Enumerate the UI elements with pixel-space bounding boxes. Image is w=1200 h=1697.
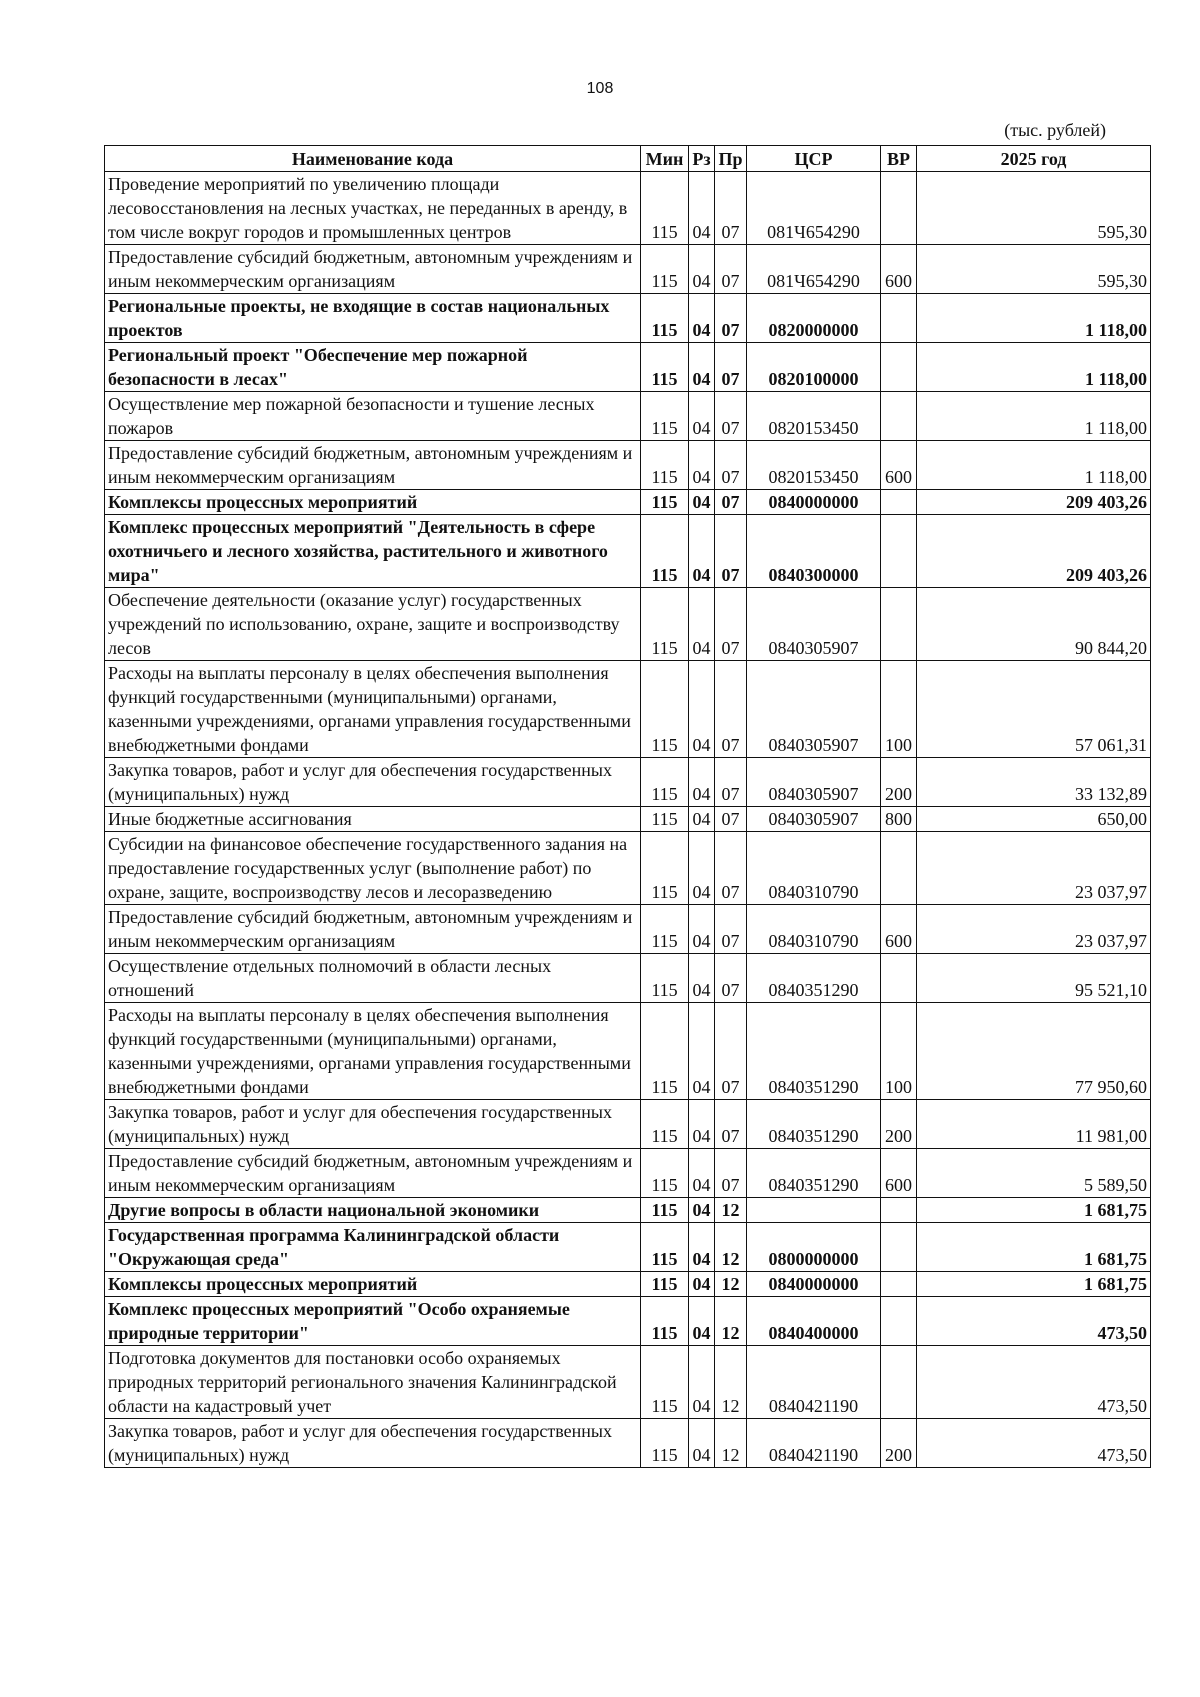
cell-rz: 04 <box>689 832 715 905</box>
cell-pr: 12 <box>715 1272 747 1297</box>
header-rz: Рз <box>689 146 715 172</box>
table-row <box>105 1346 1151 1419</box>
header-min: Мин <box>641 146 689 172</box>
cell-csr: 0800000000 <box>747 1223 881 1272</box>
cell-name: Обеспечение деятельности (оказание услуг) государственных учреждений по использованию, охране, защите и воспроизводству лесов <box>105 588 641 661</box>
cell-amount: 1 681,75 <box>917 1198 1151 1223</box>
cell-pr: 12 <box>715 1297 747 1346</box>
cell-min: 115 <box>641 392 689 441</box>
cell-rz: 04 <box>689 294 715 343</box>
cell-name: Предоставление субсидий бюджетным, автономным учреждениям и иным некоммерческим организациям <box>105 245 641 294</box>
cell-min: 115 <box>641 588 689 661</box>
cell-vr: 600 <box>881 905 917 954</box>
cell-name: Подготовка документов для постановки особо охраняемых природных территорий регионального значения Калининградской области на кадастровый учет <box>105 1346 641 1419</box>
cell-amount: 11 981,00 <box>917 1100 1151 1149</box>
cell-amount: 209 403,26 <box>917 490 1151 515</box>
table-row <box>105 1223 1151 1272</box>
cell-name: Региональный проект "Обеспечение мер пожарной безопасности в лесах" <box>105 343 641 392</box>
cell-csr: 0840310790 <box>747 905 881 954</box>
cell-min: 115 <box>641 515 689 588</box>
table-row <box>105 245 1151 294</box>
cell-name: Закупка товаров, работ и услуг для обеспечения государственных (муниципальных) нужд <box>105 758 641 807</box>
cell-name: Региональные проекты, не входящие в состав национальных проектов <box>105 294 641 343</box>
cell-pr: 07 <box>715 1149 747 1198</box>
cell-name: Осуществление отдельных полномочий в области лесных отношений <box>105 954 641 1003</box>
cell-name: Закупка товаров, работ и услуг для обеспечения государственных (муниципальных) нужд <box>105 1100 641 1149</box>
cell-name: Государственная программа Калининградской области "Окружающая среда" <box>105 1223 641 1272</box>
cell-min: 115 <box>641 807 689 832</box>
cell-rz: 04 <box>689 1149 715 1198</box>
cell-min: 115 <box>641 661 689 758</box>
cell-amount: 473,50 <box>917 1297 1151 1346</box>
cell-name: Осуществление мер пожарной безопасности и тушение лесных пожаров <box>105 392 641 441</box>
cell-pr: 07 <box>715 245 747 294</box>
cell-csr: 0840305907 <box>747 588 881 661</box>
cell-name: Комплекс процессных мероприятий "Деятельность в сфере охотничьего и лесного хозяйства, растительного и животного мира" <box>105 515 641 588</box>
table-row <box>105 661 1151 758</box>
cell-csr: 0820000000 <box>747 294 881 343</box>
cell-amount: 95 521,10 <box>917 954 1151 1003</box>
cell-vr <box>881 1272 917 1297</box>
cell-vr <box>881 588 917 661</box>
cell-amount: 33 132,89 <box>917 758 1151 807</box>
cell-pr: 07 <box>715 1100 747 1149</box>
cell-rz: 04 <box>689 807 715 832</box>
cell-amount: 77 950,60 <box>917 1003 1151 1100</box>
cell-csr: 081Ч654290 <box>747 245 881 294</box>
cell-vr: 100 <box>881 661 917 758</box>
table-row <box>105 172 1151 245</box>
cell-vr <box>881 1346 917 1419</box>
table-row <box>105 588 1151 661</box>
cell-amount: 650,00 <box>917 807 1151 832</box>
table-row <box>105 905 1151 954</box>
cell-vr <box>881 1297 917 1346</box>
cell-pr: 12 <box>715 1198 747 1223</box>
table-row <box>105 832 1151 905</box>
cell-vr <box>881 294 917 343</box>
cell-name: Другие вопросы в области национальной экономики <box>105 1198 641 1223</box>
budget-table <box>104 145 1151 1468</box>
cell-vr <box>881 515 917 588</box>
cell-csr: 0840400000 <box>747 1297 881 1346</box>
cell-vr <box>881 392 917 441</box>
cell-vr: 200 <box>881 758 917 807</box>
cell-name: Комплексы процессных мероприятий <box>105 490 641 515</box>
cell-min: 115 <box>641 1272 689 1297</box>
cell-pr: 07 <box>715 441 747 490</box>
cell-csr: 0840351290 <box>747 1100 881 1149</box>
cell-csr: 0840000000 <box>747 490 881 515</box>
cell-csr: 0840300000 <box>747 515 881 588</box>
cell-min: 115 <box>641 1198 689 1223</box>
table-row <box>105 807 1151 832</box>
table-row <box>105 758 1151 807</box>
cell-vr <box>881 1223 917 1272</box>
cell-min: 115 <box>641 954 689 1003</box>
cell-csr: 0840421190 <box>747 1419 881 1468</box>
cell-rz: 04 <box>689 1297 715 1346</box>
cell-rz: 04 <box>689 661 715 758</box>
cell-csr: 0820100000 <box>747 343 881 392</box>
cell-rz: 04 <box>689 343 715 392</box>
cell-pr: 07 <box>715 1003 747 1100</box>
cell-min: 115 <box>641 832 689 905</box>
cell-csr: 0840305907 <box>747 807 881 832</box>
cell-vr: 600 <box>881 1149 917 1198</box>
cell-csr: 0820153450 <box>747 441 881 490</box>
cell-vr: 200 <box>881 1419 917 1468</box>
cell-min: 115 <box>641 441 689 490</box>
cell-csr <box>747 1198 881 1223</box>
cell-min: 115 <box>641 905 689 954</box>
cell-pr: 07 <box>715 905 747 954</box>
cell-min: 115 <box>641 294 689 343</box>
cell-min: 115 <box>641 343 689 392</box>
cell-rz: 04 <box>689 1272 715 1297</box>
cell-rz: 04 <box>689 515 715 588</box>
table-row <box>105 954 1151 1003</box>
cell-min: 115 <box>641 172 689 245</box>
cell-min: 115 <box>641 1223 689 1272</box>
table-row <box>105 1149 1151 1198</box>
cell-min: 115 <box>641 245 689 294</box>
table-body <box>105 172 1151 1468</box>
cell-pr: 07 <box>715 172 747 245</box>
cell-amount: 57 061,31 <box>917 661 1151 758</box>
cell-csr: 081Ч654290 <box>747 172 881 245</box>
cell-rz: 04 <box>689 441 715 490</box>
cell-rz: 04 <box>689 1198 715 1223</box>
cell-csr: 0840305907 <box>747 758 881 807</box>
cell-rz: 04 <box>689 1003 715 1100</box>
cell-pr: 07 <box>715 954 747 1003</box>
cell-csr: 0840305907 <box>747 661 881 758</box>
cell-vr <box>881 1198 917 1223</box>
cell-amount: 1 118,00 <box>917 392 1151 441</box>
cell-csr: 0840421190 <box>747 1346 881 1419</box>
cell-rz: 04 <box>689 245 715 294</box>
cell-rz: 04 <box>689 1223 715 1272</box>
cell-pr: 07 <box>715 588 747 661</box>
cell-pr: 07 <box>715 490 747 515</box>
cell-csr: 0840351290 <box>747 1149 881 1198</box>
cell-rz: 04 <box>689 1346 715 1419</box>
table-row <box>105 1419 1151 1468</box>
cell-amount: 1 681,75 <box>917 1223 1151 1272</box>
header-vr: ВР <box>881 146 917 172</box>
cell-amount: 1 118,00 <box>917 441 1151 490</box>
cell-pr: 07 <box>715 294 747 343</box>
cell-pr: 12 <box>715 1223 747 1272</box>
cell-vr <box>881 172 917 245</box>
cell-amount: 595,30 <box>917 245 1151 294</box>
cell-vr: 600 <box>881 245 917 294</box>
cell-rz: 04 <box>689 1100 715 1149</box>
table-row <box>105 343 1151 392</box>
table-row <box>105 515 1151 588</box>
cell-csr: 0820153450 <box>747 392 881 441</box>
cell-amount: 5 589,50 <box>917 1149 1151 1198</box>
cell-rz: 04 <box>689 905 715 954</box>
cell-name: Проведение мероприятий по увеличению площади лесовосстановления на лесных участках, не переданных в аренду, в том числе вокруг городов и промышленных центров <box>105 172 641 245</box>
cell-min: 115 <box>641 1297 689 1346</box>
cell-amount: 209 403,26 <box>917 515 1151 588</box>
table-row <box>105 294 1151 343</box>
cell-amount: 90 844,20 <box>917 588 1151 661</box>
cell-csr: 0840310790 <box>747 832 881 905</box>
cell-amount: 23 037,97 <box>917 832 1151 905</box>
cell-name: Комплекс процессных мероприятий "Особо охраняемые природные территории" <box>105 1297 641 1346</box>
cell-pr: 12 <box>715 1419 747 1468</box>
cell-rz: 04 <box>689 392 715 441</box>
cell-min: 115 <box>641 1149 689 1198</box>
header-csr: ЦСР <box>747 146 881 172</box>
cell-min: 115 <box>641 1100 689 1149</box>
cell-vr: 800 <box>881 807 917 832</box>
cell-amount: 595,30 <box>917 172 1151 245</box>
table-row <box>105 1272 1151 1297</box>
cell-vr <box>881 832 917 905</box>
cell-name: Субсидии на финансовое обеспечение государственного задания на предоставление государственных услуг (выполнение работ) по охране, защите, воспроизводству лесов и лесоразведению <box>105 832 641 905</box>
cell-vr: 600 <box>881 441 917 490</box>
cell-min: 115 <box>641 1346 689 1419</box>
cell-csr: 0840351290 <box>747 1003 881 1100</box>
cell-rz: 04 <box>689 1419 715 1468</box>
cell-vr <box>881 954 917 1003</box>
cell-name: Иные бюджетные ассигнования <box>105 807 641 832</box>
cell-vr: 200 <box>881 1100 917 1149</box>
cell-pr: 07 <box>715 758 747 807</box>
cell-csr: 0840000000 <box>747 1272 881 1297</box>
table-row <box>105 490 1151 515</box>
cell-vr: 100 <box>881 1003 917 1100</box>
cell-pr: 07 <box>715 515 747 588</box>
cell-name: Предоставление субсидий бюджетным, автономным учреждениям и иным некоммерческим организациям <box>105 1149 641 1198</box>
table-row <box>105 392 1151 441</box>
cell-name: Расходы на выплаты персоналу в целях обеспечения выполнения функций государственными (муниципальными) органами, казенными учреждениями, органами управления государственными внебюджетными фондами <box>105 1003 641 1100</box>
cell-name: Расходы на выплаты персоналу в целях обеспечения выполнения функций государственными (муниципальными) органами, казенными учреждениями, органами управления государственными внебюджетными фондами <box>105 661 641 758</box>
cell-rz: 04 <box>689 490 715 515</box>
table-row <box>105 1297 1151 1346</box>
cell-amount: 23 037,97 <box>917 905 1151 954</box>
cell-min: 115 <box>641 490 689 515</box>
cell-amount: 473,50 <box>917 1419 1151 1468</box>
cell-name: Предоставление субсидий бюджетным, автономным учреждениям и иным некоммерческим организациям <box>105 905 641 954</box>
cell-pr: 07 <box>715 392 747 441</box>
page-number: 108 <box>586 80 614 97</box>
cell-amount: 473,50 <box>917 1346 1151 1419</box>
table-header-row <box>105 146 1151 172</box>
cell-vr <box>881 490 917 515</box>
header-pr: Пр <box>715 146 747 172</box>
table-row <box>105 1100 1151 1149</box>
cell-rz: 04 <box>689 588 715 661</box>
table-row <box>105 1198 1151 1223</box>
cell-rz: 04 <box>689 172 715 245</box>
cell-pr: 12 <box>715 1346 747 1419</box>
cell-name: Предоставление субсидий бюджетным, автономным учреждениям и иным некоммерческим организациям <box>105 441 641 490</box>
cell-pr: 07 <box>715 807 747 832</box>
cell-amount: 1 118,00 <box>917 343 1151 392</box>
cell-min: 115 <box>641 1003 689 1100</box>
cell-vr <box>881 343 917 392</box>
cell-rz: 04 <box>689 758 715 807</box>
cell-amount: 1 681,75 <box>917 1272 1151 1297</box>
cell-csr: 0840351290 <box>747 954 881 1003</box>
cell-min: 115 <box>641 1419 689 1468</box>
cell-rz: 04 <box>689 954 715 1003</box>
cell-pr: 07 <box>715 661 747 758</box>
cell-name: Комплексы процессных мероприятий <box>105 1272 641 1297</box>
cell-min: 115 <box>641 758 689 807</box>
cell-pr: 07 <box>715 832 747 905</box>
table-row <box>105 441 1151 490</box>
units-note: (тыс. рублей) <box>1004 120 1106 140</box>
cell-pr: 07 <box>715 343 747 392</box>
cell-amount: 1 118,00 <box>917 294 1151 343</box>
header-year: 2025 год <box>917 146 1151 172</box>
header-name: Наименование кода <box>105 146 641 172</box>
table-row <box>105 1003 1151 1100</box>
cell-name: Закупка товаров, работ и услуг для обеспечения государственных (муниципальных) нужд <box>105 1419 641 1468</box>
